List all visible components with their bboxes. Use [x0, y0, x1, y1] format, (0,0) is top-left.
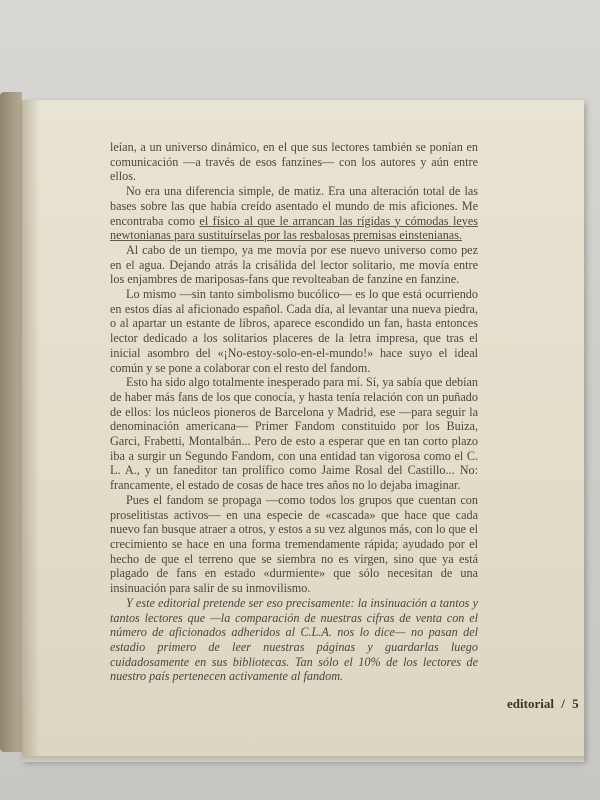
editorial-text — [110, 140, 478, 684]
page-footer — [507, 696, 579, 712]
page-gutter-shadow — [22, 100, 40, 760]
page-number: 5 — [572, 696, 579, 711]
underlined-passage: el físico al que le arrancan las rígidas y cómodas leyes newtonianas para sustituírselas por las resbalosas premisas einstenianas. — [110, 213, 478, 243]
book-back-cover — [0, 92, 22, 752]
paragraph-2-text: No era una diferencia simple, de matiz. Era una alteración total de las bases sobre las que había creído asentado el mundo de mis aficiones. Me encontraba como el físico al que le arrancan las rígidas y cómodas leyes newtonianas para sustituírselas por las resbalosas premisas einstenianas. — [110, 184, 478, 243]
paragraph-6: Pues el fandom se propaga —como todos los grupos que cuentan con proselitistas activos— en una especie de «cascada» que hace que cada nuevo fan busque atraer a otros, y estos a su vez algunos más, con lo que el crecimiento se hace en una forma tremendamente rápida; ayudado por el hecho de que el terreno que se siembra no es virgen, sino que ya está plagado de fans en estado «durmiente» que sólo necesitan de una insinuación para salir de su inmovilismo. — [110, 492, 478, 596]
page-bottom-edge — [22, 756, 584, 762]
paragraph-3: Al cabo de un tiempo, ya me movía por ese nuevo universo como pez en el agua. Dejando atrás la crisálida del lector solitario, me movía entre los enjambres de mariposas-fans que revolteaban de fanzine en fanzine. — [110, 242, 478, 287]
paragraph-2 — [110, 184, 478, 243]
paragraph-4: Lo mismo —sin tanto simbolismo bucólico— es lo que está ocurriendo en estos días al aficionado español. Cada día, al levantar una nueva piedra, o al apartar un estante de libros, aparece escondido un fan, hasta entonces lector dedicado a los solitarios placeres de la letra impresa, que tras el inicial asombro del «¡No-estoy-solo-en-el-mundo!» hace suyo el ideal común y se pone a colaborar con el resto del fandom. — [110, 287, 478, 375]
footer-separator: / — [561, 696, 565, 711]
paragraph-1: leían, a un universo dinámico, en el que sus lectores también se ponían en comunicación —a través de esos fanzines— con los autores y aún entre ellos. — [110, 140, 478, 184]
paragraph-7: Y este editorial pretende ser eso precisamente: la insinuación a tantos y tantos lectores que —la comparación de nuestras cifras de venta con el número de aficionados adheridos al C.L.A. nos lo dice— no pasan del estadio primero de leer nuestras páginas y guardarlas luego cuidadosamente en sus bibliotecas. Tan sólo el 10% de los lectores de nuestro país pertenecen activamente al fandom. — [110, 595, 478, 684]
footer-section-label: editorial — [507, 696, 554, 711]
paragraph-5: Esto ha sido algo totalmente inesperado para mí. Sí, ya sabía que debían de haber más fans de los que conocía, y hasta tenía relación con un puñado de ellos: los núcleos pioneros de Barcelona y Madrid, ese —para seguir la denominación americana— Primer Fandom constituido por los Buiza, Garci, Frabetti, Montalbán... Pero de esto a esperar que en tan corto plazo iba a surgir un Segundo Fandom, con una entidad tan vigorosa como el C. L. A., y un faneditor tan prolífico como Jaime Rosal del Castillo... No: francamente, el estado de cosas de hace tres años no lo dejaba imaginar. — [110, 375, 478, 493]
